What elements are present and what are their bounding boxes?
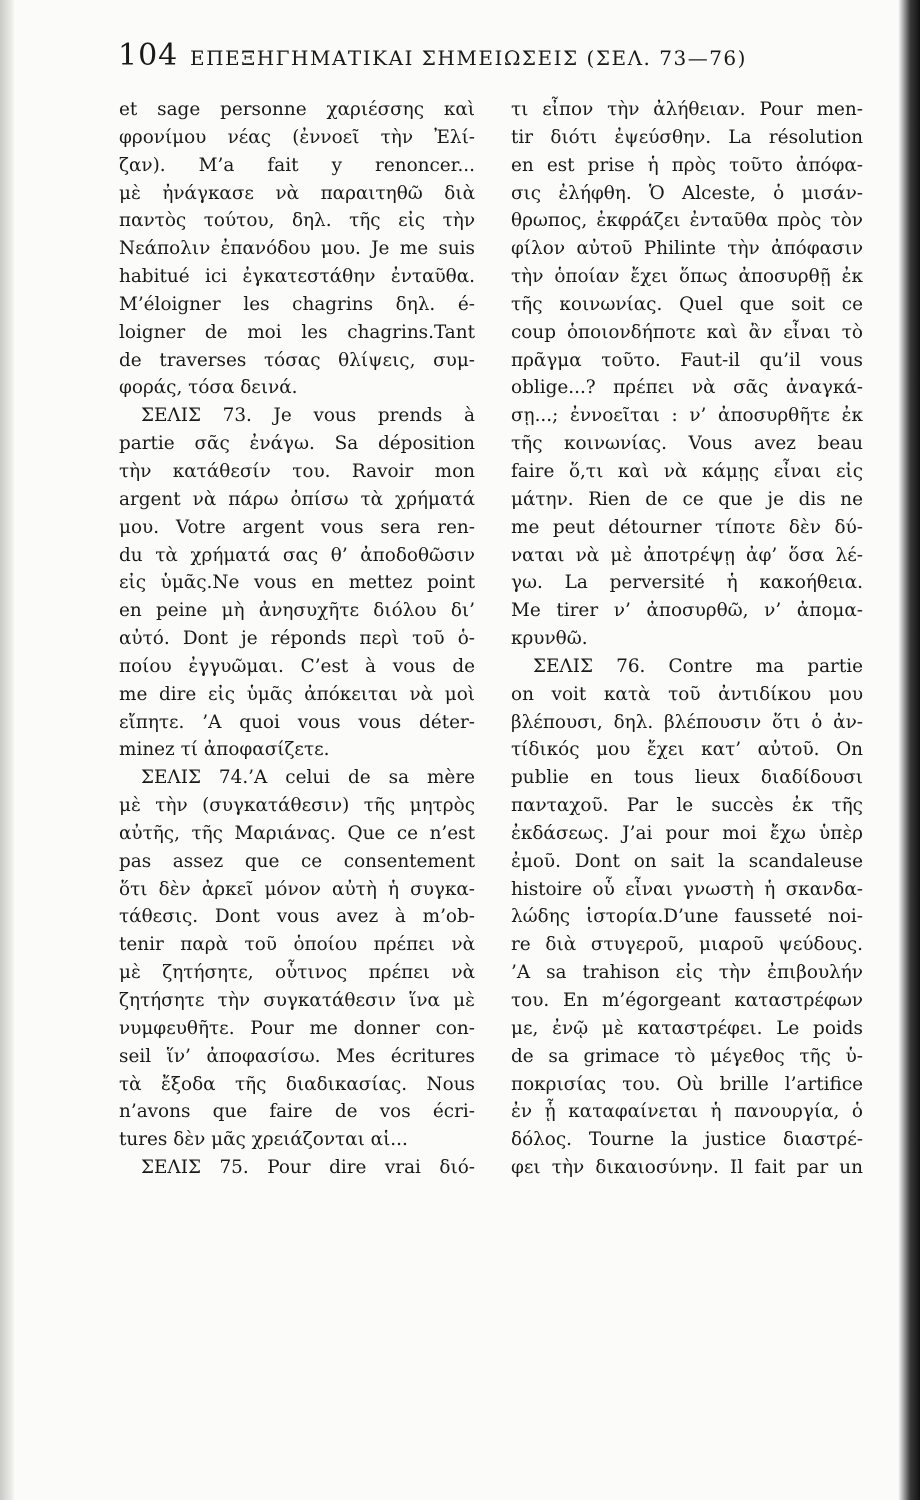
text-line: βλέπουσι, δηλ. βλέπουσιν ὅτι ὁ ἀν- — [511, 711, 863, 733]
text-line: παντὸς τούτου, δηλ. τῆς εἰς τὴν — [119, 210, 475, 232]
text-line: me dire εἰς ὑμᾶς ἀπόκειται νὰ μοὶ — [119, 683, 475, 705]
text-line: partie σᾶς ἐνάγω. Sa déposition — [119, 433, 475, 455]
text-line: faire ὅ,τι καὶ νὰ κάμῃς εἶναι εἰς — [511, 460, 863, 482]
text-line: ’A sa trahison εἰς τὴν ἐπιβουλήν — [511, 962, 863, 984]
text-line: ποκρισίας του. Où brille l’artifice — [511, 1073, 863, 1095]
text-line: re διὰ στυγεροῦ, μιαροῦ ψεύδους. — [511, 934, 863, 956]
page-header — [118, 38, 768, 88]
text-line: του. En m’égorgeant καταστρέφων — [511, 990, 863, 1011]
right-text-column — [511, 96, 863, 1182]
text-line: du τὰ χρήματά σας θ’ ἀποδοθῶσιν — [119, 544, 475, 566]
text-line: ναται νὰ μὲ ἀποτρέψῃ ἀφ’ ὅσα λέ- — [511, 544, 863, 566]
text-line: ἐν ᾗ καταφαίνεται ἡ πανουργία, ὁ — [511, 1101, 863, 1123]
text-line: τῆς κοινωνίας. Vous avez beau — [511, 433, 863, 455]
text-line: μὲ τὴν (συγκατάθεσιν) τῆς μητρὸς — [119, 795, 475, 817]
text-line: εἰς ὑμᾶς.Ne vous en mettez point — [119, 572, 475, 594]
text-line: δόλος. Tourne la justice διαστρέ- — [511, 1129, 863, 1151]
page-number: 104 — [118, 38, 179, 73]
text-line: ἐκδάσεως. J’ai pour moi ἔχω ὑπὲρ — [511, 822, 863, 844]
text-line: αὐτό. Dont je réponds περὶ τοῦ ὁ- — [119, 628, 475, 650]
text-line: publie en tous lieux διαδίδουσι — [511, 767, 863, 789]
text-line: loigner de moi les chagrins.Tant — [119, 321, 475, 343]
text-line: histoire οὗ εἶναι γνωστὴ ἡ σκανδα- — [511, 878, 863, 900]
text-line: νυμφευθῆτε. Pour me donner con- — [119, 1017, 475, 1039]
text-line: on voit κατὰ τοῦ ἀντιδίκου μου — [511, 683, 863, 705]
text-line: ΣΕΛΙΣ 74.’A celui de sa mère — [141, 767, 475, 789]
text-line: εἴπητε. ’A quoi vous vous déter- — [119, 711, 475, 733]
page-left-edge — [0, 0, 14, 1500]
text-line: τὴν ὁποίαν ἔχει ὅπως ἀποσυρθῇ ἐκ — [511, 266, 863, 288]
text-line: ΣΕΛΙΣ 76. Contre ma partie — [533, 655, 863, 677]
text-line: λώδης ἱστορία.D’une fausseté noi- — [511, 906, 863, 928]
text-line: en peine μὴ ἀνησυχῆτε διόλου δι’ — [119, 600, 475, 622]
text-line: ἐμοῦ. Dont on sait la scandaleuse — [511, 850, 863, 872]
text-line: tir διότι ἐψεύσθην. La résolution — [511, 126, 863, 148]
text-line: αὐτῆς, τῆς Μαριάνας. Que ce n’est — [119, 822, 475, 844]
text-line: φει τὴν δικαιοσύνην. Il fait par un — [511, 1157, 863, 1179]
text-line: ΣΕΛΙΣ 75. Pour dire vrai διό- — [141, 1157, 475, 1179]
text-line: μὲ ἠνάγκασε νὰ παραιτηθῶ διὰ — [119, 182, 475, 204]
text-line: n’avons que faire de vos écri- — [119, 1101, 475, 1123]
text-line: τὰ ἔξοδα τῆς διαδικασίας. Nous — [119, 1073, 475, 1095]
text-line: habitué ici ἐγκατεστάθην ἐνταῦθα. — [119, 266, 475, 288]
text-line: μὲ ζητήσητε, οὗτινος πρέπει νὰ — [119, 962, 475, 984]
text-line: πρᾶγμα τοῦτο. Faut-il qu’il vous — [511, 349, 863, 371]
text-line: τὴν κατάθεσίν του. Ravoir mon — [119, 460, 475, 482]
text-line: Me tirer ν’ ἀποσυρθῶ, ν’ ἀπομα- — [511, 600, 863, 622]
page-right-edge — [898, 0, 920, 1500]
text-line: με, ἐνῷ μὲ καταστρέφει. Le poids — [511, 1017, 863, 1039]
text-line: ΣΕΛΙΣ 73. Je vous prends à — [141, 405, 475, 427]
text-line: me peut détourner τίποτε δὲν δύ- — [511, 516, 863, 538]
text-line: en est prise ἡ πρὸς τοῦτο ἀπόφα- — [511, 154, 863, 176]
text-line: et sage personne χαριέσσης καὶ — [119, 99, 475, 120]
text-line: θρωπος, ἐκφράζει ἐνταῦθα πρὸς τὸν — [511, 210, 863, 232]
text-line: τίδικός μου ἔχει κατ’ αὐτοῦ. On — [511, 739, 863, 761]
text-line: φρονίμου νέας (ἐννοεῖ τὴν Ἐλί- — [119, 126, 475, 148]
text-line: de sa grimace τὸ μέγεθος τῆς ὑ- — [511, 1045, 863, 1067]
text-line: Νεάπολιν ἐπανόδου μου. Je me suis — [119, 238, 475, 260]
text-line: κρυνθῶ. — [511, 628, 588, 650]
text-line: σις ἐλήφθη. Ὁ Alceste, ὁ μισάν- — [511, 182, 863, 204]
text-line: μου. Votre argent vous sera ren- — [119, 516, 475, 538]
text-line: seil ἵν’ ἀποφασίσω. Mes écritures — [119, 1045, 475, 1067]
text-line: τάθεσις. Dont vous avez à m’ob- — [119, 906, 475, 928]
text-line: ποίου ἐγγυῶμαι. C’est à vous de — [119, 655, 475, 677]
text-line: argent νὰ πάρω ὀπίσω τὰ χρήματά — [119, 488, 475, 510]
text-line: oblige...? πρέπει νὰ σᾶς ἀναγκά- — [511, 377, 863, 399]
text-line: de traverses τόσας θλίψεις, συμ- — [119, 349, 475, 371]
left-text-column — [119, 96, 475, 1182]
text-line: tures δὲν μᾶς χρειάζονται αἱ... — [119, 1129, 408, 1151]
text-line: μάτην. Rien de ce que je dis ne — [511, 488, 863, 510]
text-line: σῃ...; ἐννοεῖται : ν’ ἀποσυρθῆτε ἐκ — [511, 405, 863, 427]
text-line: ὅτι δὲν ἀρκεῖ μόνον αὐτὴ ἡ συγκα- — [119, 878, 475, 900]
text-line: coup ὁποιονδήποτε καὶ ἂν εἶναι τὸ — [511, 321, 863, 343]
text-line: τι εἶπον τὴν ἀλήθειαν. Pour men- — [511, 99, 863, 120]
text-line: minez τί ἀποφασίζετε. — [119, 739, 330, 761]
running-title: ΕΠΕΞΗΓΗΜΑΤΙΚΑΙ ΣΗΜΕΙΩΣΕΙΣ (ΣΕΛ. 73—76) — [190, 46, 747, 70]
text-line: tenir παρὰ τοῦ ὁποίου πρέπει νὰ — [119, 934, 475, 956]
text-line: πανταχοῦ. Par le succès ἐκ τῆς — [511, 795, 863, 817]
text-line: φίλον αὐτοῦ Philinte τὴν ἀπόφασιν — [511, 238, 863, 260]
text-line: M’éloigner les chagrins δηλ. é- — [119, 293, 475, 315]
text-line: γω. La perversité ἡ κακοήθεια. — [511, 572, 863, 594]
text-line: τῆς κοινωνίας. Quel que soit ce — [511, 293, 863, 315]
text-line: pas assez que ce consentement — [119, 850, 475, 872]
text-line: φοράς, τόσα δεινά. — [119, 377, 298, 399]
text-line: ζητήσητε τὴν συγκατάθεσιν ἵνα μὲ — [119, 990, 475, 1011]
text-line: ζαν). M’a fait y renoncer... — [119, 154, 475, 176]
